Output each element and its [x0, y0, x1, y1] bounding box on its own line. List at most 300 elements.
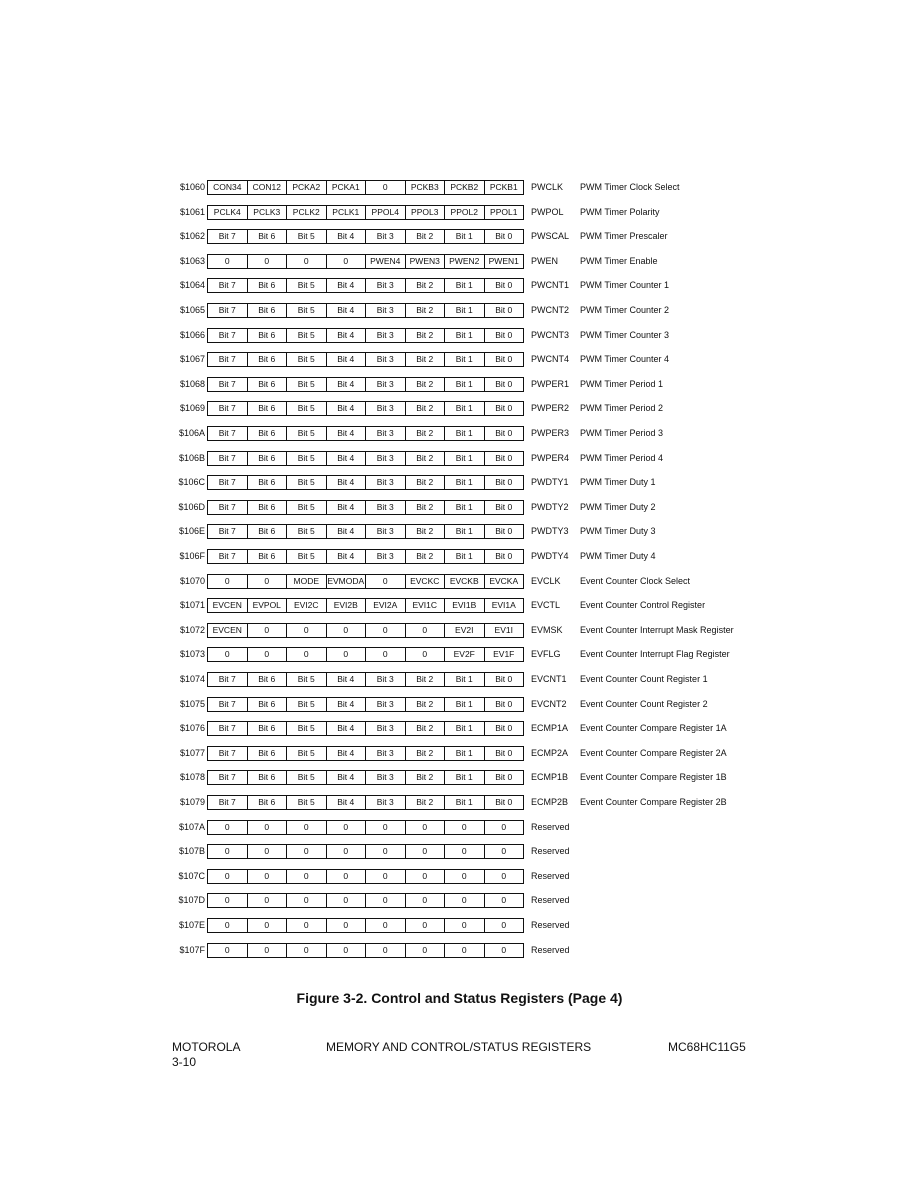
bit-cell: 0 — [208, 648, 248, 661]
register-bit-field — [207, 377, 524, 392]
bit-cell: Bit 6 — [248, 304, 288, 317]
bit-cell: Bit 1 — [445, 747, 485, 760]
bit-cell: 0 — [406, 845, 446, 858]
register-bit-field — [207, 475, 524, 490]
bit-cell: 0 — [327, 845, 367, 858]
register-mnemonic: EVFLG — [531, 649, 561, 660]
register-address: $1063 — [179, 255, 205, 266]
bit-cell: 0 — [248, 624, 288, 637]
bit-cell: Bit 3 — [366, 402, 406, 415]
bit-cell: EV2F — [445, 648, 485, 661]
bit-cell: 0 — [327, 870, 367, 883]
bit-cell: 0 — [287, 624, 327, 637]
bit-cell: PCLK3 — [248, 206, 288, 219]
bit-cell: 0 — [406, 821, 446, 834]
register-description: PWM Timer Period 3 — [580, 428, 664, 438]
bit-cell: Bit 2 — [406, 353, 446, 366]
bit-cell: EVCKB — [445, 575, 485, 588]
register-mnemonic: Reserved — [531, 920, 570, 930]
bit-cell: 0 — [208, 821, 248, 834]
bit-cell: Bit 7 — [208, 525, 248, 538]
register-mnemonic: PWCNT4 — [531, 354, 569, 365]
bit-cell: CON12 — [248, 181, 288, 194]
bit-cell: Bit 6 — [248, 279, 288, 292]
bit-cell: Bit 1 — [445, 476, 485, 489]
bit-cell: Bit 6 — [248, 427, 288, 440]
bit-cell: 0 — [366, 821, 406, 834]
bit-cell: Bit 0 — [495, 772, 513, 783]
bit-cell: Bit 7 — [208, 722, 248, 735]
register-address: $1077 — [179, 747, 205, 758]
bit-cell: Bit 1 — [445, 550, 485, 563]
bit-cell: Bit 0 — [495, 797, 513, 807]
register-address: $1078 — [179, 772, 205, 783]
register-bit-field — [207, 401, 524, 416]
register-address: $107D — [178, 895, 205, 906]
bit-cell: EV2I — [445, 624, 485, 637]
footer-part-number: MC68HC11G5 — [668, 1040, 746, 1054]
bit-cell: Bit 5 — [287, 525, 327, 538]
bit-cell: Bit 2 — [406, 427, 446, 440]
register-address: $107A — [178, 821, 205, 832]
bit-cell: 0 — [445, 919, 485, 932]
bit-cell: Bit 5 — [287, 698, 327, 711]
bit-cell: 0 — [406, 648, 446, 661]
bit-cell: Bit 2 — [406, 452, 446, 465]
bit-cell: 0 — [501, 944, 507, 955]
bit-cell: 0 — [287, 648, 327, 661]
page-number: 3-10 — [172, 1055, 197, 1069]
bit-cell: Bit 0 — [495, 452, 513, 463]
bit-cell: 0 — [366, 575, 406, 588]
footer-company: MOTOROLA — [172, 1040, 241, 1054]
register-description: Event Counter Clock Select — [580, 575, 691, 586]
bit-cell: Bit 7 — [208, 230, 248, 243]
bit-cell: Bit 6 — [248, 353, 288, 366]
bit-cell: Bit 6 — [248, 722, 288, 735]
register-bit-field — [207, 229, 524, 244]
bit-cell: Bit 0 — [495, 723, 513, 734]
bit-cell: EVI1A — [491, 600, 516, 611]
bit-cell: Bit 1 — [445, 722, 485, 735]
bit-cell: Bit 0 — [495, 329, 513, 340]
register-bit-field — [207, 254, 524, 269]
register-bit-field — [207, 795, 524, 810]
bit-cell: Bit 5 — [287, 476, 327, 489]
register-bit-field — [207, 623, 524, 638]
bit-cell: 0 — [406, 894, 446, 907]
register-bit-field — [207, 278, 524, 293]
register-mnemonic: PWDTY4 — [531, 551, 569, 561]
register-mnemonic: PWCLK — [531, 182, 564, 192]
register-mnemonic: PWSCAL — [531, 231, 570, 242]
bit-cell: Bit 3 — [366, 796, 406, 809]
register-description: PWM Timer Counter 3 — [580, 329, 670, 340]
bit-cell: EVI1C — [406, 599, 446, 612]
register-mnemonic: Reserved — [531, 870, 570, 881]
register-address: $106E — [178, 526, 205, 537]
bit-cell: EVI2A — [366, 599, 406, 612]
register-bit-field — [207, 844, 524, 859]
bit-cell: Bit 1 — [445, 771, 485, 784]
register-mnemonic: PWPER3 — [531, 428, 570, 438]
bit-cell: 0 — [366, 648, 406, 661]
bit-cell: 0 — [208, 255, 248, 268]
register-address: $1071 — [179, 600, 205, 611]
bit-cell: Bit 3 — [366, 452, 406, 465]
bit-cell: Bit 6 — [248, 476, 288, 489]
bit-cell: 0 — [248, 575, 288, 588]
bit-cell: Bit 0 — [495, 378, 513, 389]
register-mnemonic: PWPER1 — [531, 378, 570, 389]
bit-cell: Bit 4 — [327, 304, 367, 317]
bit-cell: PCKA1 — [327, 181, 367, 194]
register-description: PWM Timer Counter 4 — [580, 354, 670, 365]
bit-cell: 0 — [501, 895, 507, 906]
bit-cell: Bit 5 — [287, 329, 327, 342]
register-address: $1072 — [179, 624, 205, 635]
bit-cell: MODE — [287, 575, 327, 588]
bit-cell: Bit 7 — [208, 747, 248, 760]
bit-cell: Bit 4 — [327, 550, 367, 563]
bit-cell: 0 — [287, 870, 327, 883]
bit-cell: Bit 2 — [406, 476, 446, 489]
bit-cell: 0 — [248, 821, 288, 834]
bit-cell: Bit 7 — [208, 353, 248, 366]
bit-cell: Bit 5 — [287, 353, 327, 366]
bit-cell: 0 — [248, 870, 288, 883]
bit-cell: 0 — [208, 894, 248, 907]
bit-cell: 0 — [208, 870, 248, 883]
bit-cell: Bit 6 — [248, 796, 288, 809]
bit-cell: Bit 2 — [406, 279, 446, 292]
bit-cell: Bit 1 — [445, 452, 485, 465]
bit-cell: PCKB2 — [445, 181, 485, 194]
bit-cell: Bit 4 — [327, 673, 367, 686]
bit-cell: Bit 4 — [327, 279, 367, 292]
bit-cell: Bit 3 — [366, 501, 406, 514]
register-mnemonic: PWDTY3 — [531, 526, 569, 537]
bit-cell: Bit 2 — [406, 550, 446, 563]
register-mnemonic: EVCNT1 — [531, 674, 567, 684]
bit-cell: Bit 5 — [287, 427, 327, 440]
register-mnemonic: EVMSK — [531, 624, 563, 635]
bit-cell: PWEN4 — [366, 255, 406, 268]
bit-cell: 0 — [287, 894, 327, 907]
bit-cell: Bit 3 — [366, 550, 406, 563]
register-mnemonic: PWPER2 — [531, 403, 570, 414]
register-bit-field — [207, 352, 524, 367]
bit-cell: Bit 0 — [495, 551, 513, 561]
register-mnemonic: PWCNT1 — [531, 280, 569, 291]
bit-cell: Bit 0 — [495, 354, 513, 365]
bit-cell: 0 — [327, 821, 367, 834]
register-address: $1061 — [179, 206, 205, 217]
register-bit-field — [207, 770, 524, 785]
bit-cell: Bit 1 — [445, 501, 485, 514]
bit-cell: PPOL2 — [445, 206, 485, 219]
bit-cell: Bit 3 — [366, 673, 406, 686]
register-bit-field — [207, 328, 524, 343]
bit-cell: Bit 1 — [445, 353, 485, 366]
bit-cell: 0 — [248, 894, 288, 907]
register-mnemonic: Reserved — [531, 895, 570, 906]
bit-cell: Bit 7 — [208, 501, 248, 514]
bit-cell: Bit 4 — [327, 722, 367, 735]
bit-cell: PWEN3 — [406, 255, 446, 268]
bit-cell: Bit 2 — [406, 230, 446, 243]
register-bit-field — [207, 721, 524, 736]
register-description: PWM Timer Period 4 — [580, 452, 664, 463]
bit-cell: Bit 1 — [445, 304, 485, 317]
bit-cell: 0 — [248, 845, 288, 858]
bit-cell: Bit 2 — [406, 402, 446, 415]
bit-cell: PCLK4 — [208, 206, 248, 219]
bit-cell: 0 — [406, 870, 446, 883]
bit-cell: Bit 3 — [366, 304, 406, 317]
bit-cell: 0 — [287, 821, 327, 834]
bit-cell: Bit 2 — [406, 329, 446, 342]
bit-cell: EV1I — [494, 624, 513, 635]
register-mnemonic: ECMP2B — [531, 797, 569, 807]
bit-cell: 0 — [501, 821, 507, 832]
bit-cell: Bit 2 — [406, 378, 446, 391]
bit-cell: PPOL4 — [366, 206, 406, 219]
bit-cell: Bit 0 — [495, 280, 513, 291]
bit-cell: Bit 1 — [445, 673, 485, 686]
bit-cell: EVMODA — [327, 575, 365, 586]
register-description: PWM Timer Clock Select — [580, 182, 680, 192]
bit-cell: Bit 0 — [495, 501, 513, 512]
register-description: PWM Timer Duty 1 — [580, 477, 656, 488]
register-description: Event Counter Interrupt Mask Register — [580, 624, 734, 635]
bit-cell: Bit 2 — [406, 747, 446, 760]
bit-cell: Bit 0 — [495, 526, 513, 537]
bit-cell: 0 — [366, 944, 406, 957]
register-description: Event Counter Control Register — [580, 600, 706, 611]
register-bit-field — [207, 549, 524, 564]
bit-cell: EVI2C — [287, 599, 327, 612]
bit-cell: Bit 5 — [287, 402, 327, 415]
bit-cell: 0 — [445, 944, 485, 957]
bit-cell: Bit 6 — [248, 550, 288, 563]
bit-cell: Bit 1 — [445, 329, 485, 342]
bit-cell: 0 — [248, 255, 288, 268]
bit-cell: 0 — [501, 920, 507, 930]
register-description: Event Counter Compare Register 2A — [580, 747, 727, 758]
bit-cell: 0 — [327, 648, 367, 661]
bit-cell: Bit 1 — [445, 525, 485, 538]
bit-cell: Bit 7 — [208, 329, 248, 342]
bit-cell: 0 — [208, 845, 248, 858]
bit-cell: Bit 2 — [406, 698, 446, 711]
bit-cell: Bit 6 — [248, 230, 288, 243]
bit-cell: 0 — [406, 944, 446, 957]
register-bit-field — [207, 451, 524, 466]
register-bit-field — [207, 647, 524, 662]
bit-cell: PWEN2 — [445, 255, 485, 268]
footer-section-title: MEMORY AND CONTROL/STATUS REGISTERS — [326, 1040, 592, 1054]
register-bit-field — [207, 180, 524, 195]
bit-cell: Bit 7 — [208, 550, 248, 563]
register-mnemonic: PWPER4 — [531, 452, 570, 463]
bit-cell: Bit 5 — [287, 452, 327, 465]
bit-cell: Bit 3 — [366, 747, 406, 760]
bit-cell: Bit 7 — [208, 452, 248, 465]
bit-cell: Bit 3 — [366, 427, 406, 440]
bit-cell: Bit 6 — [248, 771, 288, 784]
bit-cell: 0 — [327, 944, 367, 957]
bit-cell: 0 — [501, 846, 507, 857]
register-bit-field — [207, 524, 524, 539]
register-address: $1066 — [179, 329, 205, 340]
bit-cell: 0 — [406, 624, 446, 637]
register-description: PWM Timer Counter 2 — [580, 305, 670, 315]
register-bit-field — [207, 672, 524, 687]
bit-cell: 0 — [445, 845, 485, 858]
bit-cell: Bit 2 — [406, 722, 446, 735]
bit-cell: Bit 4 — [327, 230, 367, 243]
register-address: $107F — [179, 944, 205, 955]
register-bit-field — [207, 869, 524, 884]
bit-cell: Bit 2 — [406, 304, 446, 317]
register-mnemonic: Reserved — [531, 846, 570, 857]
bit-cell: Bit 1 — [445, 427, 485, 440]
bit-cell: 0 — [366, 624, 406, 637]
bit-cell: EVPOL — [248, 599, 288, 612]
bit-cell: 0 — [327, 919, 367, 932]
register-mnemonic: EVCLK — [531, 575, 561, 586]
bit-cell: Bit 6 — [248, 329, 288, 342]
bit-cell: Bit 6 — [248, 525, 288, 538]
register-address: $1065 — [179, 305, 205, 315]
bit-cell: 0 — [248, 648, 288, 661]
register-description: PWM Timer Duty 4 — [580, 551, 656, 561]
register-bit-field — [207, 746, 524, 761]
register-mnemonic: EVCNT2 — [531, 698, 567, 709]
register-address: $1064 — [179, 280, 205, 291]
register-bit-field — [207, 500, 524, 515]
bit-cell: 0 — [208, 919, 248, 932]
bit-cell: PCLK2 — [287, 206, 327, 219]
register-description: PWM Timer Duty 2 — [580, 501, 656, 512]
bit-cell: Bit 2 — [406, 525, 446, 538]
bit-cell: Bit 3 — [366, 476, 406, 489]
register-address: $1069 — [179, 403, 205, 414]
bit-cell: PCKB3 — [406, 181, 446, 194]
bit-cell: Bit 4 — [327, 329, 367, 342]
bit-cell: Bit 2 — [406, 673, 446, 686]
bit-cell: Bit 3 — [366, 771, 406, 784]
bit-cell: EV1F — [493, 649, 515, 660]
bit-cell: Bit 1 — [445, 378, 485, 391]
bit-cell: EVCEN — [208, 624, 248, 637]
register-mnemonic: PWCNT2 — [531, 305, 569, 315]
register-bit-field — [207, 918, 524, 933]
bit-cell: PCKB1 — [489, 182, 518, 192]
register-mnemonic: Reserved — [531, 944, 570, 955]
register-address: $106A — [178, 428, 205, 438]
bit-cell: Bit 7 — [208, 378, 248, 391]
bit-cell: Bit 5 — [287, 279, 327, 292]
bit-cell: Bit 5 — [287, 747, 327, 760]
register-description: Event Counter Interrupt Flag Register — [580, 649, 730, 660]
register-description: PWM Timer Counter 1 — [580, 280, 670, 291]
register-address: $107E — [178, 920, 205, 930]
bit-cell: PPOL3 — [406, 206, 446, 219]
register-bit-field — [207, 598, 524, 613]
bit-cell: Bit 2 — [406, 501, 446, 514]
bit-cell: Bit 5 — [287, 722, 327, 735]
bit-cell: 0 — [445, 894, 485, 907]
bit-cell: 0 — [248, 919, 288, 932]
bit-cell: 0 — [287, 845, 327, 858]
register-address: $106D — [178, 501, 205, 512]
register-description: Event Counter Compare Register 2B — [580, 797, 727, 807]
bit-cell: 0 — [445, 821, 485, 834]
register-mnemonic: PWPOL — [531, 206, 564, 217]
register-bit-field — [207, 943, 524, 958]
bit-cell: PPOL1 — [490, 206, 518, 217]
register-description: PWM Timer Period 2 — [580, 403, 664, 414]
register-address: $1073 — [179, 649, 205, 660]
register-address: $1062 — [179, 231, 205, 242]
bit-cell: CON34 — [208, 181, 248, 194]
bit-cell: Bit 4 — [327, 501, 367, 514]
bit-cell: 0 — [366, 845, 406, 858]
register-mnemonic: EVCTL — [531, 600, 561, 611]
register-description: Event Counter Count Register 1 — [580, 674, 708, 684]
bit-cell: 0 — [248, 944, 288, 957]
bit-cell: Bit 4 — [327, 796, 367, 809]
bit-cell: Bit 1 — [445, 230, 485, 243]
register-description: PWM Timer Period 1 — [580, 378, 664, 389]
register-address: $1067 — [179, 354, 205, 365]
bit-cell: Bit 3 — [366, 353, 406, 366]
bit-cell: Bit 4 — [327, 427, 367, 440]
bit-cell: Bit 3 — [366, 279, 406, 292]
bit-cell: Bit 4 — [327, 698, 367, 711]
bit-cell: Bit 4 — [327, 476, 367, 489]
bit-cell: Bit 0 — [495, 305, 513, 315]
bit-cell: Bit 4 — [327, 452, 367, 465]
bit-cell: Bit 2 — [406, 771, 446, 784]
register-mnemonic: PWDTY1 — [531, 477, 569, 488]
bit-cell: Bit 4 — [327, 402, 367, 415]
bit-cell: EVI2B — [327, 599, 367, 612]
bit-cell: EVCKA — [489, 575, 519, 586]
register-mnemonic: ECMP2A — [531, 747, 569, 758]
register-description: PWM Timer Duty 3 — [580, 526, 656, 537]
register-mnemonic: ECMP1B — [531, 772, 569, 783]
register-address: $1075 — [179, 698, 205, 709]
register-address: $107C — [178, 870, 205, 881]
bit-cell: Bit 3 — [366, 698, 406, 711]
bit-cell: EVCKC — [406, 575, 446, 588]
bit-cell: Bit 7 — [208, 476, 248, 489]
bit-cell: Bit 0 — [495, 674, 513, 684]
bit-cell: Bit 5 — [287, 501, 327, 514]
bit-cell: 0 — [366, 894, 406, 907]
bit-cell: Bit 0 — [495, 403, 513, 414]
register-address: $1060 — [179, 182, 205, 192]
bit-cell: Bit 7 — [208, 279, 248, 292]
bit-cell: PWEN1 — [488, 255, 519, 266]
register-bit-field — [207, 426, 524, 441]
footer-left — [172, 1040, 240, 1070]
register-bit-field — [207, 893, 524, 908]
bit-cell: Bit 4 — [327, 771, 367, 784]
